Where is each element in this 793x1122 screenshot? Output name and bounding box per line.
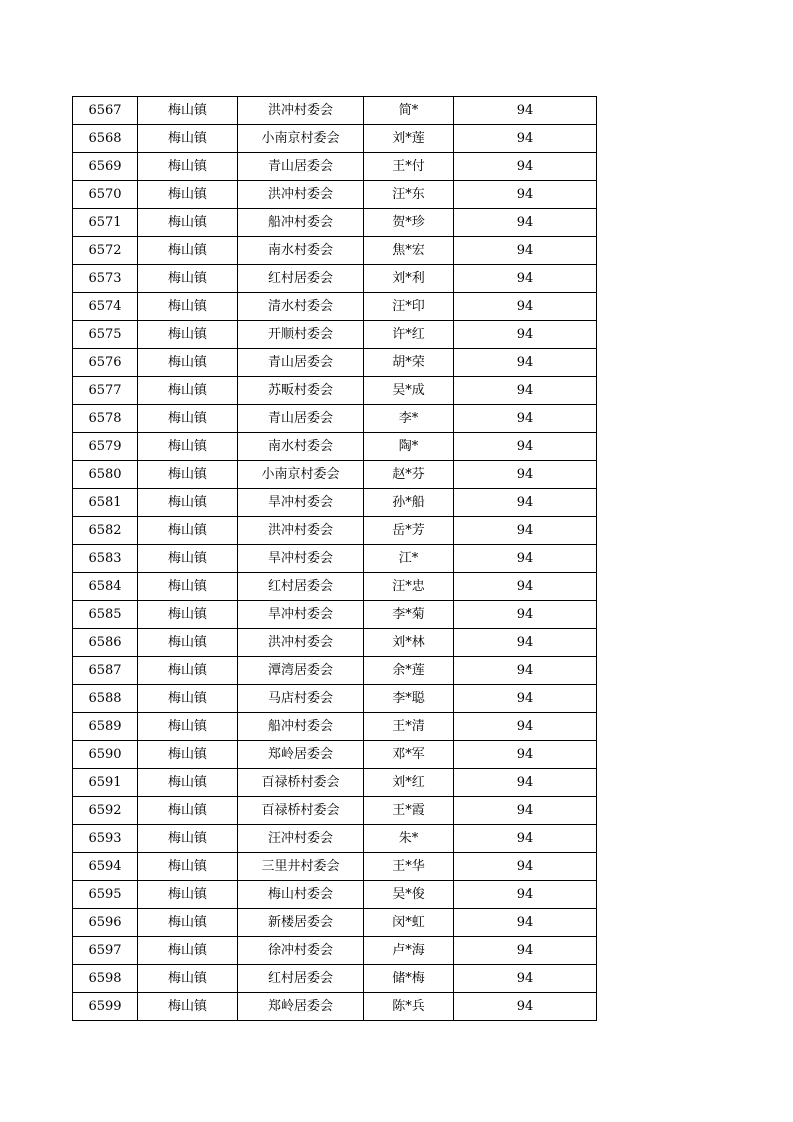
- town-cell: 梅山镇: [138, 825, 238, 853]
- score-cell: 94: [454, 461, 597, 489]
- data-table: [72, 96, 597, 1021]
- score-cell: 94: [454, 181, 597, 209]
- table-row: [73, 405, 597, 433]
- name-cell: 王*霞: [364, 797, 454, 825]
- row-number-cell: 6568: [73, 125, 138, 153]
- committee-cell: 旱冲村委会: [238, 545, 364, 573]
- town-cell: 梅山镇: [138, 237, 238, 265]
- row-number-cell: 6572: [73, 237, 138, 265]
- row-number-cell: 6593: [73, 825, 138, 853]
- table-row: [73, 97, 597, 125]
- row-number-cell: 6594: [73, 853, 138, 881]
- row-number-cell: 6585: [73, 601, 138, 629]
- table-row: [73, 965, 597, 993]
- row-number-cell: 6589: [73, 713, 138, 741]
- score-cell: 94: [454, 629, 597, 657]
- town-cell: 梅山镇: [138, 293, 238, 321]
- table-row: [73, 321, 597, 349]
- row-number-cell: 6580: [73, 461, 138, 489]
- table-row: [73, 517, 597, 545]
- town-cell: 梅山镇: [138, 405, 238, 433]
- name-cell: 吴*成: [364, 377, 454, 405]
- table-row: [73, 349, 597, 377]
- score-cell: 94: [454, 825, 597, 853]
- score-cell: 94: [454, 545, 597, 573]
- name-cell: 许*红: [364, 321, 454, 349]
- committee-cell: 马店村委会: [238, 685, 364, 713]
- row-number-cell: 6579: [73, 433, 138, 461]
- committee-cell: 南水村委会: [238, 433, 364, 461]
- town-cell: 梅山镇: [138, 741, 238, 769]
- committee-cell: 船冲村委会: [238, 713, 364, 741]
- row-number-cell: 6597: [73, 937, 138, 965]
- town-cell: 梅山镇: [138, 573, 238, 601]
- score-cell: 94: [454, 993, 597, 1021]
- town-cell: 梅山镇: [138, 97, 238, 125]
- table-row: [73, 209, 597, 237]
- town-cell: 梅山镇: [138, 937, 238, 965]
- score-cell: 94: [454, 349, 597, 377]
- score-cell: 94: [454, 209, 597, 237]
- town-cell: 梅山镇: [138, 629, 238, 657]
- table-row: [73, 657, 597, 685]
- name-cell: 汪*印: [364, 293, 454, 321]
- score-cell: 94: [454, 713, 597, 741]
- town-cell: 梅山镇: [138, 601, 238, 629]
- committee-cell: 船冲村委会: [238, 209, 364, 237]
- town-cell: 梅山镇: [138, 993, 238, 1021]
- name-cell: 李*菊: [364, 601, 454, 629]
- name-cell: 刘*红: [364, 769, 454, 797]
- name-cell: 王*付: [364, 153, 454, 181]
- table-row: [73, 433, 597, 461]
- score-cell: 94: [454, 405, 597, 433]
- table-row: [73, 601, 597, 629]
- row-number-cell: 6586: [73, 629, 138, 657]
- table-row: [73, 937, 597, 965]
- name-cell: 刘*林: [364, 629, 454, 657]
- row-number-cell: 6575: [73, 321, 138, 349]
- table-row: [73, 825, 597, 853]
- score-cell: 94: [454, 573, 597, 601]
- score-cell: 94: [454, 517, 597, 545]
- row-number-cell: 6595: [73, 881, 138, 909]
- row-number-cell: 6596: [73, 909, 138, 937]
- table-row: [73, 797, 597, 825]
- table-row: [73, 125, 597, 153]
- score-cell: 94: [454, 489, 597, 517]
- table-row: [73, 293, 597, 321]
- committee-cell: 清水村委会: [238, 293, 364, 321]
- name-cell: 江*: [364, 545, 454, 573]
- committee-cell: 梅山村委会: [238, 881, 364, 909]
- committee-cell: 汪冲村委会: [238, 825, 364, 853]
- row-number-cell: 6584: [73, 573, 138, 601]
- town-cell: 梅山镇: [138, 545, 238, 573]
- committee-cell: 潭湾居委会: [238, 657, 364, 685]
- name-cell: 陈*兵: [364, 993, 454, 1021]
- row-number-cell: 6567: [73, 97, 138, 125]
- score-cell: 94: [454, 377, 597, 405]
- committee-cell: 郑岭居委会: [238, 741, 364, 769]
- table-row: [73, 461, 597, 489]
- town-cell: 梅山镇: [138, 321, 238, 349]
- name-cell: 吴*俊: [364, 881, 454, 909]
- committee-cell: 百禄桥村委会: [238, 769, 364, 797]
- name-cell: 刘*利: [364, 265, 454, 293]
- score-cell: 94: [454, 657, 597, 685]
- table-row: [73, 153, 597, 181]
- committee-cell: 苏畈村委会: [238, 377, 364, 405]
- table-row: [73, 545, 597, 573]
- table-row: [73, 853, 597, 881]
- name-cell: 贺*珍: [364, 209, 454, 237]
- table-row: [73, 769, 597, 797]
- name-cell: 岳*芳: [364, 517, 454, 545]
- score-cell: 94: [454, 321, 597, 349]
- row-number-cell: 6588: [73, 685, 138, 713]
- table-row: [73, 237, 597, 265]
- name-cell: 胡*荣: [364, 349, 454, 377]
- row-number-cell: 6599: [73, 993, 138, 1021]
- row-number-cell: 6571: [73, 209, 138, 237]
- town-cell: 梅山镇: [138, 489, 238, 517]
- committee-cell: 红村居委会: [238, 965, 364, 993]
- row-number-cell: 6592: [73, 797, 138, 825]
- name-cell: 闵*虹: [364, 909, 454, 937]
- table-row: [73, 993, 597, 1021]
- row-number-cell: 6581: [73, 489, 138, 517]
- name-cell: 陶*: [364, 433, 454, 461]
- committee-cell: 洪冲村委会: [238, 629, 364, 657]
- row-number-cell: 6570: [73, 181, 138, 209]
- committee-cell: 小南京村委会: [238, 125, 364, 153]
- score-cell: 94: [454, 741, 597, 769]
- committee-cell: 洪冲村委会: [238, 181, 364, 209]
- name-cell: 简*: [364, 97, 454, 125]
- name-cell: 焦*宏: [364, 237, 454, 265]
- town-cell: 梅山镇: [138, 377, 238, 405]
- committee-cell: 南水村委会: [238, 237, 364, 265]
- table-row: [73, 713, 597, 741]
- table-row: [73, 489, 597, 517]
- town-cell: 梅山镇: [138, 965, 238, 993]
- town-cell: 梅山镇: [138, 685, 238, 713]
- committee-cell: 洪冲村委会: [238, 97, 364, 125]
- committee-cell: 青山居委会: [238, 153, 364, 181]
- row-number-cell: 6574: [73, 293, 138, 321]
- row-number-cell: 6573: [73, 265, 138, 293]
- committee-cell: 小南京村委会: [238, 461, 364, 489]
- score-cell: 94: [454, 937, 597, 965]
- committee-cell: 红村居委会: [238, 265, 364, 293]
- score-cell: 94: [454, 433, 597, 461]
- town-cell: 梅山镇: [138, 769, 238, 797]
- name-cell: 卢*海: [364, 937, 454, 965]
- score-cell: 94: [454, 769, 597, 797]
- name-cell: 朱*: [364, 825, 454, 853]
- name-cell: 李*: [364, 405, 454, 433]
- name-cell: 汪*忠: [364, 573, 454, 601]
- table-row: [73, 881, 597, 909]
- town-cell: 梅山镇: [138, 265, 238, 293]
- committee-cell: 旱冲村委会: [238, 489, 364, 517]
- committee-cell: 青山居委会: [238, 405, 364, 433]
- row-number-cell: 6591: [73, 769, 138, 797]
- town-cell: 梅山镇: [138, 181, 238, 209]
- row-number-cell: 6598: [73, 965, 138, 993]
- name-cell: 赵*芬: [364, 461, 454, 489]
- committee-cell: 郑岭居委会: [238, 993, 364, 1021]
- row-number-cell: 6576: [73, 349, 138, 377]
- score-cell: 94: [454, 965, 597, 993]
- town-cell: 梅山镇: [138, 909, 238, 937]
- committee-cell: 新楼居委会: [238, 909, 364, 937]
- table-row: [73, 265, 597, 293]
- town-cell: 梅山镇: [138, 517, 238, 545]
- name-cell: 储*梅: [364, 965, 454, 993]
- name-cell: 王*华: [364, 853, 454, 881]
- table-row: [73, 741, 597, 769]
- town-cell: 梅山镇: [138, 461, 238, 489]
- name-cell: 孙*船: [364, 489, 454, 517]
- town-cell: 梅山镇: [138, 125, 238, 153]
- committee-cell: 三里井村委会: [238, 853, 364, 881]
- row-number-cell: 6578: [73, 405, 138, 433]
- committee-cell: 洪冲村委会: [238, 517, 364, 545]
- score-cell: 94: [454, 853, 597, 881]
- table-body: [73, 97, 597, 1021]
- town-cell: 梅山镇: [138, 713, 238, 741]
- name-cell: 李*聪: [364, 685, 454, 713]
- table-row: [73, 909, 597, 937]
- score-cell: 94: [454, 685, 597, 713]
- table-row: [73, 685, 597, 713]
- town-cell: 梅山镇: [138, 797, 238, 825]
- town-cell: 梅山镇: [138, 153, 238, 181]
- town-cell: 梅山镇: [138, 349, 238, 377]
- table-row: [73, 629, 597, 657]
- score-cell: 94: [454, 909, 597, 937]
- committee-cell: 红村居委会: [238, 573, 364, 601]
- table-row: [73, 181, 597, 209]
- score-cell: 94: [454, 601, 597, 629]
- row-number-cell: 6569: [73, 153, 138, 181]
- committee-cell: 旱冲村委会: [238, 601, 364, 629]
- score-cell: 94: [454, 881, 597, 909]
- table-row: [73, 377, 597, 405]
- town-cell: 梅山镇: [138, 657, 238, 685]
- score-cell: 94: [454, 97, 597, 125]
- row-number-cell: 6577: [73, 377, 138, 405]
- name-cell: 王*清: [364, 713, 454, 741]
- committee-cell: 百禄桥村委会: [238, 797, 364, 825]
- row-number-cell: 6590: [73, 741, 138, 769]
- score-cell: 94: [454, 237, 597, 265]
- committee-cell: 徐冲村委会: [238, 937, 364, 965]
- row-number-cell: 6587: [73, 657, 138, 685]
- town-cell: 梅山镇: [138, 853, 238, 881]
- row-number-cell: 6583: [73, 545, 138, 573]
- table-row: [73, 573, 597, 601]
- score-cell: 94: [454, 293, 597, 321]
- name-cell: 邓*军: [364, 741, 454, 769]
- committee-cell: 开顺村委会: [238, 321, 364, 349]
- score-cell: 94: [454, 153, 597, 181]
- score-cell: 94: [454, 797, 597, 825]
- town-cell: 梅山镇: [138, 209, 238, 237]
- name-cell: 刘*莲: [364, 125, 454, 153]
- score-cell: 94: [454, 125, 597, 153]
- town-cell: 梅山镇: [138, 881, 238, 909]
- town-cell: 梅山镇: [138, 433, 238, 461]
- row-number-cell: 6582: [73, 517, 138, 545]
- score-cell: 94: [454, 265, 597, 293]
- name-cell: 汪*东: [364, 181, 454, 209]
- committee-cell: 青山居委会: [238, 349, 364, 377]
- name-cell: 余*莲: [364, 657, 454, 685]
